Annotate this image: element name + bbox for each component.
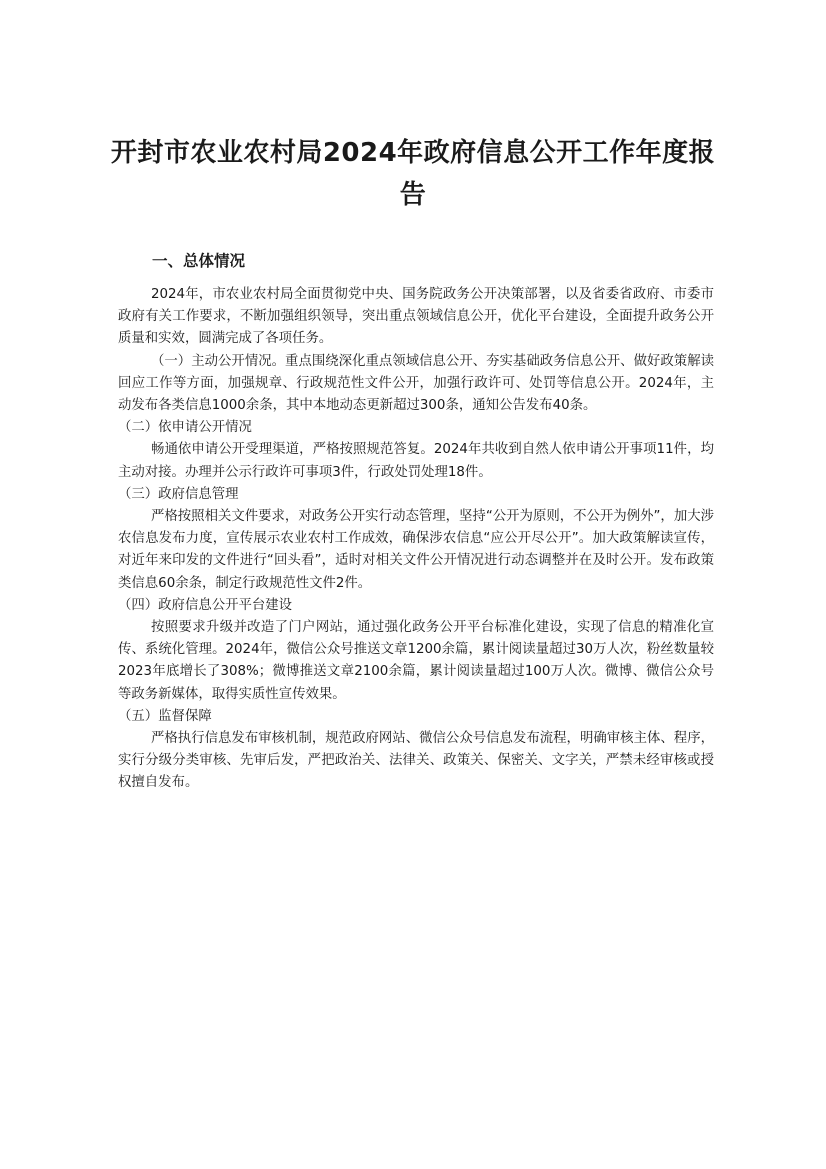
section-heading-overview: 一、总体情况 (152, 252, 246, 270)
paragraph-intro: 2024年，市农业农村局全面贯彻党中央、国务院政务公开决策部署，以及省委省政府、市委市政府有关工作要求，不断加强组织领导，突出重点领域信息公开，优化平台建设，全面提升政务公开质量和实效，圆满完成了各项任务。 (118, 287, 714, 347)
document-body (118, 284, 714, 795)
document-title: 开封市农业农村局2024年政府信息公开工作年度报告 (110, 138, 716, 210)
paragraph-information-management: 严格按照相关文件要求，对政务公开实行动态管理，坚持“公开为原则，不公开为例外”，加大涉农信息发布力度，宣传展示农业农村工作成效，确保涉农信息“应公开尽公开”。加大政策解读宣传，对近年来印发的文件进行“回头看”，适时对相关文件公开情况进行动态调整并在及时公开。发布政策类信息60余条，制定行政规范性文件2件。 (118, 509, 714, 591)
paragraph-platform-building: 按照要求升级并改造了门户网站，通过强化政务公开平台标准化建设，实现了信息的精准化宣传、系统化管理。2024年，微信公众号推送文章1200余篇，累计阅读量超过30万人次，粉丝数量较2023年底增长了308%；微博推送文章2100余篇，累计阅读量超过100万人次。微博、微信公众号等政务新媒体，取得实质性宣传效果。 (118, 620, 714, 702)
paragraph-supervision: 严格执行信息发布审核机制，规范政府网站、微信公众号信息发布流程，明确审核主体、程序，实行分级分类审核、先审后发，严把政治关、法律关、政策关、保密关、文字关，严禁未经审核或授权擅自发布。 (118, 731, 714, 791)
paragraph-active-disclosure: （一）主动公开情况。重点围绕深化重点领域信息公开、夯实基础政务信息公开、做好政策解读回应工作等方面，加强规章、行政规范性文件公开，加强行政许可、处罚等信息公开。2024年，主动发布各类信息1000余条，其中本地动态更新超过300条，通知公告发布40条。 (118, 353, 714, 414)
subheading-application-disclosure: （二）依申请公开情况 (118, 420, 252, 436)
subheading-information-management: （三）政府信息管理 (118, 486, 239, 502)
paragraph-application-disclosure: 畅通依申请公开受理渠道，严格按照规范答复。2024年共收到自然人依申请公开事项11件，均主动对接。办理并公示行政许可事项3件，行政处罚处理18件。 (118, 442, 714, 480)
subheading-platform-building: （四）政府信息公开平台建设 (118, 597, 293, 613)
subheading-supervision: （五）监督保障 (118, 708, 212, 724)
